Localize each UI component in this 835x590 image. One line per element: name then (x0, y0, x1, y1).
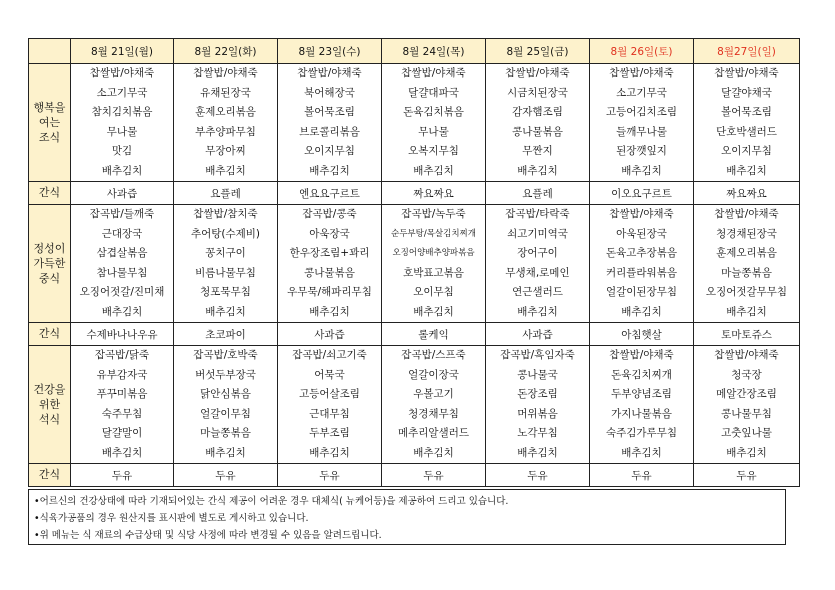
day-header: 8월 23일(수) (278, 39, 382, 64)
menu-item: 돈육김치볶음 (403, 106, 464, 118)
menu-cell (382, 346, 486, 464)
menu-item: 배추김치 (205, 446, 246, 459)
menu-cell (174, 205, 278, 323)
menu-item: 참나물무침 (96, 266, 148, 279)
menu-item: 오이무침 (413, 286, 454, 298)
menu-item: 유채된장국 (200, 86, 251, 99)
menu-cell (590, 64, 694, 182)
day-header: 8월 21일(월) (71, 39, 174, 64)
menu-item: 오이지무침 (721, 145, 772, 157)
menu-item: 메추리알샐러드 (397, 427, 469, 439)
menu-item: 오징어젓갈/진미채 (79, 286, 165, 298)
snack-cell: 토마토쥬스 (694, 323, 800, 346)
menu-item: 참치김치볶음 (91, 106, 153, 118)
menu-item: 배추김치 (621, 446, 662, 459)
menu-cell (486, 205, 590, 323)
menu-item: 돈육김치찌개 (611, 368, 672, 381)
menu-item: 돈장조림 (517, 388, 558, 400)
menu-item: 찹쌀밥/야채죽 (609, 349, 674, 361)
menu-item: 배추김치 (101, 164, 143, 177)
menu-item: 콩나물무침 (721, 407, 772, 420)
day-header: 8월 24일(목) (382, 39, 486, 64)
menu-item: 감자햄조림 (512, 106, 563, 118)
menu-item: 장어구이 (517, 247, 558, 259)
menu-item: 찹쌀밥/야채죽 (505, 67, 570, 79)
breakfast-label: 행복을 여는 조식 (29, 64, 71, 182)
menu-item: 유부감자국 (96, 368, 148, 381)
menu-cell (486, 346, 590, 464)
menu-item: 푸꾸미볶음 (96, 388, 148, 400)
menu-item: 한우장조림+꽈리 (289, 247, 370, 259)
snack-cell: 엔요요구르트 (278, 182, 382, 205)
menu-item: 마늘쫑볶음 (721, 266, 772, 279)
dinner-row (29, 346, 800, 464)
snack-cell: 요플레 (174, 182, 278, 205)
menu-item: 잡곡밥/흑임자죽 (500, 349, 575, 361)
menu-item: 잡곡밥/들깨죽 (89, 208, 155, 220)
menu-cell (694, 346, 800, 464)
menu-item: 배추김치 (309, 164, 350, 177)
menu-item: 돈육고추장볶음 (605, 247, 677, 259)
menu-item: 찹쌀밥/야채죽 (89, 67, 155, 79)
menu-cell (71, 64, 174, 182)
menu-item: 청경채무침 (408, 407, 459, 420)
menu-item: 숙주무침 (101, 407, 143, 420)
menu-item: 비름나물무침 (195, 266, 256, 279)
snack-cell: 사과즙 (278, 323, 382, 346)
menu-item: 배추김치 (309, 305, 350, 318)
snack-cell: 짜요짜요 (382, 182, 486, 205)
snack-cell: 아침햇살 (590, 323, 694, 346)
menu-cell (174, 346, 278, 464)
menu-item: 숙주김가루무침 (605, 427, 677, 439)
snack-cell: 짜요짜요 (694, 182, 800, 205)
menu-item: 찹쌀밥/야채죽 (714, 349, 779, 361)
snack-label: 간식 (29, 182, 71, 205)
menu-cell (694, 205, 800, 323)
menu-item: 배추김치 (413, 164, 454, 177)
snack-cell: 두유 (382, 464, 486, 487)
breakfast-row (29, 64, 800, 182)
menu-item: 노각무침 (517, 427, 558, 439)
menu-item: 삼겹살볶음 (96, 247, 148, 259)
menu-item: 두부조림 (309, 427, 350, 439)
menu-cell (382, 205, 486, 323)
lunch-row (29, 205, 800, 323)
menu-item: 부추양파무침 (195, 125, 256, 138)
menu-item: 배추김치 (309, 446, 350, 459)
menu-item: 두부양념조림 (611, 388, 672, 400)
snack-cell: 두유 (278, 464, 382, 487)
menu-item: 오복지무침 (408, 145, 459, 157)
menu-item: 배추김치 (205, 164, 246, 177)
snack-row (29, 323, 800, 346)
menu-item: 잡곡밥/호박죽 (193, 349, 258, 361)
menu-item: 찹쌀밥/야채죽 (714, 208, 779, 220)
menu-item: 배추김치 (413, 446, 454, 459)
menu-item: 닭안심볶음 (200, 388, 251, 400)
snack-cell: 두유 (174, 464, 278, 487)
corner-cell (29, 39, 71, 64)
menu-item: 배추김치 (205, 305, 246, 318)
menu-item: 찹쌀밥/야채죽 (609, 67, 674, 79)
day-header: 8월 22일(화) (174, 39, 278, 64)
menu-item: 볼어묵조림 (304, 106, 355, 118)
menu-item: 시금치된장국 (507, 86, 568, 99)
menu-item: 배추김치 (726, 305, 767, 318)
menu-item: 청국장 (731, 368, 762, 381)
menu-cell (71, 205, 174, 323)
menu-item: 메알간장조림 (716, 388, 777, 400)
menu-item: 오징어젓갈무무침 (705, 286, 788, 298)
menu-item: 고등어살조림 (299, 388, 360, 400)
snack-cell: 두유 (486, 464, 590, 487)
menu-item: 무나물 (106, 125, 138, 138)
menu-item: 잡곡밥/닭죽 (94, 349, 150, 361)
menu-item: 북어해장국 (304, 86, 355, 99)
menu-cell (71, 346, 174, 464)
menu-cell (278, 346, 382, 464)
menu-item: 연근샐러드 (512, 286, 563, 298)
menu-item: 무나물 (418, 125, 449, 138)
menu-item: 고춧잎나물 (721, 427, 772, 439)
menu-item: 근대장국 (101, 227, 143, 240)
snack-cell: 두유 (694, 464, 800, 487)
menu-item: 추어탕(수제비) (190, 227, 261, 240)
notes-box (28, 489, 786, 545)
menu-item: 소고기무국 (96, 86, 148, 99)
snack-cell: 요플레 (486, 182, 590, 205)
menu-item: 찹쌀밥/참치죽 (193, 208, 258, 220)
menu-item: 근대무침 (309, 407, 350, 420)
menu-item: 찹쌀밥/야채죽 (297, 67, 362, 79)
snack-cell: 초코파이 (174, 323, 278, 346)
menu-item: 찹쌀밥/야채죽 (193, 67, 258, 79)
menu-item: 볼어묵조림 (721, 106, 772, 118)
menu-item: 머위볶음 (517, 407, 558, 420)
menu-item: 브로콜리볶음 (299, 125, 360, 138)
snack-row (29, 464, 800, 487)
menu-item: 마늘쫑볶음 (200, 427, 251, 439)
menu-item: 배추김치 (517, 164, 558, 177)
snack-label: 간식 (29, 464, 71, 487)
menu-cell (278, 205, 382, 323)
day-header-weekend: 8월27일(일) (694, 39, 800, 64)
menu-item: 배추김치 (726, 164, 767, 177)
menu-item: 가지나물볶음 (611, 407, 672, 420)
menu-item: 배추김치 (621, 305, 662, 318)
menu-cell (590, 205, 694, 323)
menu-item: 무생채,로메인 (505, 266, 570, 279)
menu-item: 아욱된장국 (616, 227, 667, 240)
menu-item: 단호박샐러드 (716, 125, 777, 138)
snack-cell: 두유 (71, 464, 174, 487)
menu-item: 배추김치 (517, 446, 558, 459)
menu-item: 청포묵무침 (200, 286, 251, 298)
menu-item: 잡곡밥/쇠고기죽 (292, 349, 367, 361)
note-line: •식육가공품의 경우 원산지를 표시판에 별도로 게시하고 있습니다. (34, 513, 309, 524)
menu-item: 순두부탕/목살김치찌개 (391, 228, 476, 239)
snack-cell: 두유 (590, 464, 694, 487)
menu-item: 호박표고볶음 (403, 266, 464, 279)
menu-item: 아욱장국 (309, 227, 350, 240)
snack-cell: 사과즙 (71, 182, 174, 205)
menu-item: 배추김치 (413, 305, 454, 318)
menu-cell (590, 346, 694, 464)
menu-item: 무짠지 (522, 145, 553, 157)
snack-cell: 사과즙 (486, 323, 590, 346)
snack-label: 간식 (29, 323, 71, 346)
menu-item: 오이지무침 (304, 145, 355, 157)
menu-item: 콩나물국 (517, 368, 558, 381)
menu-item: 콩나물볶음 (512, 125, 563, 138)
snack-cell: 이오요구르트 (590, 182, 694, 205)
day-header-weekend: 8월 26일(토) (590, 39, 694, 64)
menu-item: 잡곡밥/타락죽 (505, 208, 570, 220)
dinner-label: 건강을 위한 석식 (29, 346, 71, 464)
note-line: •어르신의 건강상태에 따라 기재되어있는 간식 제공이 어려운 경우 대체식( 뉴케어등)을 제공하여 드리고 있습니다. (34, 496, 509, 507)
menu-item: 버섯두부장국 (195, 368, 256, 381)
menu-item: 배추김치 (101, 305, 143, 318)
weekly-menu-table (28, 38, 800, 487)
menu-item: 어묵국 (314, 368, 345, 381)
lunch-label: 정성이 가득한 중식 (29, 205, 71, 323)
snack-cell: 수제바나나우유 (71, 323, 174, 346)
menu-item: 들깨무나물 (616, 125, 667, 138)
menu-item: 배추김치 (621, 164, 662, 177)
menu-item: 달걀대파국 (408, 86, 459, 99)
menu-item: 훈제오리볶음 (716, 247, 777, 259)
menu-item: 오징어양배추양파볶음 (392, 248, 475, 258)
day-header: 8월 25일(금) (486, 39, 590, 64)
menu-item: 찹쌀밥/야채죽 (401, 67, 466, 79)
menu-item: 잡곡밥/스프죽 (401, 349, 466, 361)
menu-item: 얼갈이된장무침 (605, 286, 677, 298)
snack-row (29, 182, 800, 205)
menu-item: 쇠고기미역국 (507, 227, 568, 240)
snack-cell: 롤케익 (382, 323, 486, 346)
menu-cell (278, 64, 382, 182)
menu-item: 달걀말이 (101, 427, 143, 439)
menu-cell (486, 64, 590, 182)
menu-cell (174, 64, 278, 182)
note-line: •위 메뉴는 식 재료의 수급상태 및 식당 사정에 따라 변경될 수 있음을 알려드립니다. (34, 530, 382, 541)
menu-cell (694, 64, 800, 182)
menu-item: 콩나물볶음 (304, 266, 355, 279)
menu-item: 잡곡밥/콩죽 (302, 208, 357, 220)
menu-item: 얼갈이장국 (408, 368, 459, 381)
menu-item: 잡곡밥/녹두죽 (401, 208, 466, 220)
menu-item: 소고기무국 (616, 86, 667, 99)
menu-item: 고등어김치조림 (605, 106, 677, 118)
menu-item: 맛김 (111, 145, 133, 157)
menu-cell (382, 64, 486, 182)
menu-item: 달걀야채국 (721, 86, 772, 99)
menu-item: 커리플라워볶음 (605, 266, 677, 279)
menu-item: 얼갈이무침 (200, 407, 251, 420)
menu-item: 배추김치 (726, 446, 767, 459)
menu-item: 찹쌀밥/야채죽 (609, 208, 674, 220)
menu-item: 우볼고기 (413, 388, 454, 400)
menu-item: 꽁치구이 (205, 247, 246, 259)
menu-item: 우무묵/해파리무침 (287, 286, 372, 298)
menu-item: 훈제오리볶음 (195, 106, 256, 118)
menu-item: 된장깻잎지 (616, 145, 667, 157)
menu-item: 배추김치 (101, 446, 143, 459)
header-row (29, 39, 800, 64)
menu-item: 찹쌀밥/야채죽 (714, 67, 779, 79)
menu-item: 무장아찌 (205, 145, 246, 157)
menu-item: 청경채된장국 (716, 227, 777, 240)
menu-item: 배추김치 (517, 305, 558, 318)
